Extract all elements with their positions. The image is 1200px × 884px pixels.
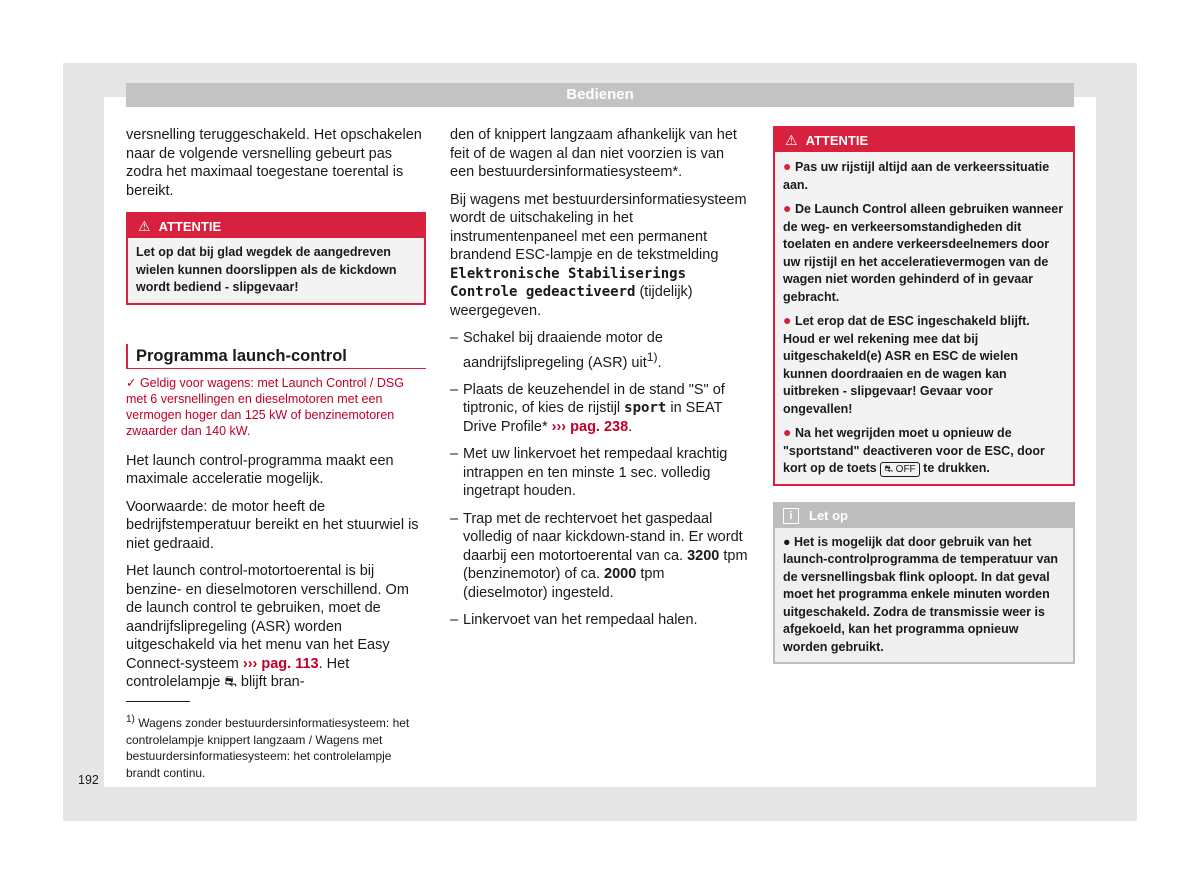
note-title <box>775 504 1073 528</box>
bullet-icon: ● <box>783 312 792 328</box>
column-middle <box>450 126 750 639</box>
section-header: Bedienen <box>126 83 1074 107</box>
step-text: tpm (benzinemotor) of ca. <box>463 547 748 583</box>
warning-title-text: ATTENTIE <box>158 219 222 234</box>
list-item <box>450 329 750 372</box>
paragraph-text: Het launch control-motortoerental is bij benzine- en dieselmotoren verschillend. Om de launch control te gebruiken, moet de aandrijfslipregeling (ASR) worden uitgeschakeld via het menu van het Easy Connect-systeem <box>126 563 409 672</box>
warning-title <box>128 214 424 238</box>
step-text: Trap met de rechtervoet het gaspedaal volledig of naar kickdown-stand in. Er wordt daarbij een motortoerental van ca. <box>463 510 743 564</box>
paragraph: Voorwaarde: de motor heeft de bedrijfstemperatuur bereikt en het stuurwiel is niet gedraaid. <box>126 498 419 552</box>
warning-box <box>126 212 426 305</box>
warning-item-text: Let erop dat de ESC ingeschakeld blijft. Houd er wel rekening mee dat bij uitgeschakeld(e) ASR en ESC de wielen kunnen doordraaien en de wagen kan uitbreken - slipgevaar! Gevaar voor ongevallen! <box>783 314 1030 416</box>
note-title-text: Let op <box>809 507 848 523</box>
warning-item <box>783 158 1065 194</box>
rpm-value: 3200 <box>687 547 720 564</box>
column-left <box>126 126 426 701</box>
esc-off-label: OFF <box>895 464 916 475</box>
drive-mode-name: sport <box>624 400 667 417</box>
traction-lamp-icon: ⛐ <box>224 674 237 690</box>
bullet-icon: ● <box>783 158 792 174</box>
warning-item-text: Pas uw rijstijl altijd aan de verkeerssituatie aan. <box>783 160 1050 192</box>
section-title: Programma launch-control <box>126 344 426 369</box>
paragraph <box>450 191 750 321</box>
warning-item <box>783 312 1065 418</box>
intro-paragraph: versnelling teruggeschakeld. Het opschakelen naar de volgende versnelling gebeurt pas zodra het maximaal toegestane toerental is bereikt. <box>126 127 422 199</box>
note-text: ● Het is mogelijk dat door gebruik van het launch-controlprogramma de temperatuur van de versnellingsbak flink oploopt. In dat geval moet het programma enkele minuten worden uitgeschakeld. Zodra de transmissie weer is afgekoeld, kan het programma opnieuw worden gebruikt. <box>783 534 1059 654</box>
paragraph-text: Bij wagens met bestuurdersinformatiesysteem wordt de uitschakeling in het instrumentenpaneel met een permanent brandend ESC-lampje en de tekstmelding <box>450 191 747 263</box>
bullet-icon: ● <box>783 200 792 216</box>
column-right <box>773 126 1075 664</box>
warning-triangle-icon: ⚠ <box>138 218 151 234</box>
note-item-text: Het is mogelijk dat door gebruik van het launch-controlprogramma de temperatuur van de versnellingsbak flink oploopt. In dat geval moet het programma enkele minuten worden uitgeschakeld. Zodra de transmissie weer is afgekoeld, kan het programma opnieuw worden gebruikt. <box>783 534 1059 654</box>
warning-item-text: Na het wegrijden moet u opnieuw de "sportstand" deactiveren voor de ESC, door kort op de toets <box>783 426 1045 475</box>
step-text: Schakel bij draaiende motor de aandrijfslipregeling (ASR) uit <box>463 330 663 371</box>
list-item: – Linkervoet van het rempedaal halen. <box>450 611 750 630</box>
paragraph-text: (tijdelijk) weergegeven. <box>450 284 693 319</box>
footnote-rule <box>126 701 190 702</box>
warning-item <box>783 200 1065 306</box>
paragraph-text: . Het controlelampje <box>126 655 350 690</box>
display-message: Elektronische Stabiliserings Controle gedeactiveerd <box>450 265 687 300</box>
list-item <box>450 510 750 603</box>
footnote-text: Wagens zonder bestuurdersinformatiesysteem: het controlelampje knippert langzaam / Wagens met bestuurdersinformatiesysteem: het controlelampje brandt continu. <box>126 716 410 780</box>
warning-box <box>773 126 1075 486</box>
step-text: Plaats de keuzehendel in de stand "S" of tiptronic, of kies de rijstijl <box>463 381 725 417</box>
paragraph: den of knippert langzaam afhankelijk van het feit of de wagen al dan niet voorzien is van een bestuurdersinformatiesysteem*. <box>450 127 737 180</box>
list-item: – Met uw linkervoet het rempedaal krachtig intrappen en ten minste 1 sec. volledig ingetrapt houden. <box>450 445 750 501</box>
warning-title <box>775 128 1073 152</box>
rpm-value: 2000 <box>604 566 637 583</box>
warning-triangle-icon: ⚠ <box>785 132 798 148</box>
footnote-mark: 1) <box>126 714 135 725</box>
page-link[interactable]: ››› pag. 238 <box>551 418 629 435</box>
paragraph: Het launch control-programma maakt een maximale acceleratie mogelijk. <box>126 452 394 487</box>
esc-off-button-icon: ⛐ OFF <box>880 462 919 477</box>
info-icon: i <box>783 508 799 524</box>
warning-item-text: De Launch Control alleen gebruiken wanneer de weg- en verkeersomstandigheden dit toelaten en andere verkeersdeelnemers door uw rijstijl en het acceleratievermogen van de wagen niet worden gehinderd of in gevaar gebracht. <box>783 202 1064 304</box>
note-box <box>773 502 1075 665</box>
warning-item <box>783 424 1065 478</box>
paragraph-text: blijft bran- <box>240 674 305 690</box>
step-text: . <box>657 354 662 371</box>
list-item <box>450 381 750 437</box>
bullet-icon: ● <box>783 424 792 440</box>
warning-item-text: te drukken. <box>923 461 990 475</box>
warning-title-text: ATTENTIE <box>805 133 869 148</box>
footnote-ref: 1) <box>646 349 658 364</box>
paragraph <box>126 562 426 692</box>
step-list <box>450 329 750 630</box>
step-text: in SEAT Drive Profile* <box>463 400 723 435</box>
page-link[interactable]: ››› pag. 113 <box>242 655 319 672</box>
step-text: tpm (dieselmotor) ingesteld. <box>463 566 665 601</box>
warning-text: Let op dat bij glad wegdek de aangedreven wielen kunnen doorslippen als de kickdown wordt bediend - slipgevaar! <box>136 245 397 294</box>
step-text: . <box>628 418 633 435</box>
validity-note: ✓ Geldig voor wagens: met Launch Control / DSG met 6 versnellingen en dieselmotoren met een vermogen hoger dan 125 kW of benzinemotoren zwaarder dan 140 kW. <box>126 375 404 438</box>
warning-list <box>775 152 1073 484</box>
page-number: 192 <box>78 773 99 787</box>
footnote <box>126 712 426 781</box>
